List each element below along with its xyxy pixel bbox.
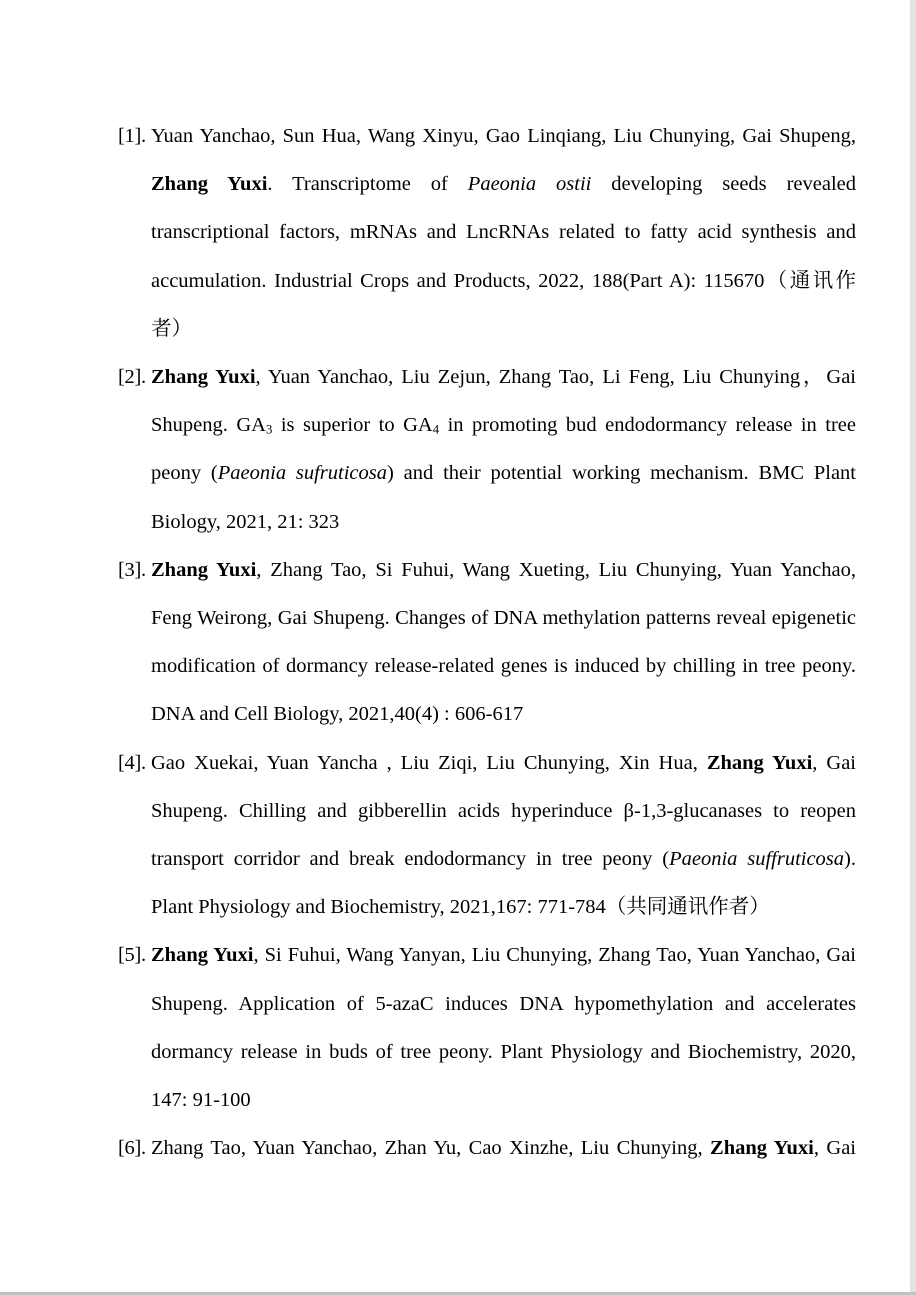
vertical-scrollbar-track[interactable] [910, 0, 916, 1295]
reference-text-segment: , Gai Shupeng. Chilling and gibberellin acids hyperinduce β-1,3-glucanases to reopen transport corridor and break endodormancy in tree peony ( [151, 751, 856, 871]
reference-item [118, 739, 856, 932]
reference-text-segment: Yuan Yanchao, Sun Hua, Wang Xinyu, Gao Linqiang, Liu Chunying, Gai Shupeng, [151, 125, 856, 147]
species-name: Paeonia ostii [467, 173, 592, 196]
reference-text-segment: in promoting bud endodormancy release in tree peony ( [151, 414, 857, 485]
reference-text [151, 931, 856, 1124]
reference-text-segment: , Yuan Yanchao, Liu Zejun, Zhang Tao, Li Feng, Liu Chunying，Gai Shupeng. GA [151, 366, 856, 437]
reference-text [151, 546, 856, 739]
reference-text-segment: Zhang Tao, Yuan Yanchao, Zhan Yu, Cao Xinzhe, Liu Chunying, [151, 1137, 711, 1160]
reference-text-segment: ) and their potential working mechanism. BMC Plant Biology, 2021, 21: 323 [151, 462, 856, 533]
reference-item [118, 353, 856, 546]
reference-number: [1]. [118, 125, 146, 147]
reference-number: [3]. [118, 558, 146, 581]
reference-text-segment: is superior to GA [272, 414, 433, 437]
subscript: 3 [265, 422, 273, 437]
highlighted-author-name: Zhang Yuxi [151, 944, 254, 967]
reference-item [118, 1124, 856, 1172]
reference-item [118, 931, 856, 1124]
reference-text [151, 353, 856, 546]
reference-number: [2]. [118, 366, 146, 389]
reference-text [151, 739, 856, 932]
reference-text-segment: Gao Xuekai, Yuan Yancha , Liu Ziqi, Liu Chunying, Xin Hua, [151, 751, 707, 774]
reference-text-segment: , Si Fuhui, Wang Yanyan, Liu Chunying, Zhang Tao, Yuan Yanchao, Gai Shupeng. Application of 5-azaC induces DNA hypomethylation and accelerates dormancy release in buds of tree peony. Plant Physiology and Biochemistry, 2020, 147: 91-100 [151, 944, 856, 1112]
reference-text [151, 112, 856, 353]
reference-text [151, 1124, 856, 1172]
highlighted-author-name: Zhang Yuxi [710, 1137, 814, 1160]
species-name: Paeonia suffruticosa [669, 848, 845, 871]
reference-text-segment: . Transcriptome of [267, 173, 468, 196]
highlighted-author-name: Zhang Yuxi [706, 751, 813, 774]
highlighted-author-name: Zhang Yuxi [151, 558, 257, 581]
reference-number: [4]. [118, 751, 146, 774]
reference-item [118, 112, 856, 353]
reference-text-segment: developing seeds revealed transcriptional factors, mRNAs and LncRNAs related to fatty acid synthesis and accumulation. Industrial Crops and Products, 2022, 188(Part A): 115670（通讯作者） [151, 173, 856, 340]
reference-item [118, 546, 856, 739]
reference-text-segment: , Gai [813, 1137, 856, 1160]
reference-text-segment: , Zhang Tao, Si Fuhui, Wang Xueting, Liu Chunying, Yuan Yanchao, Feng Weirong, Gai Shupeng. Changes of DNA methylation patterns reveal epigenetic modification of dormancy release-related genes is induced by chilling in tree peony. DNA and Cell Biology, 2021,40(4) : 606-617 [151, 558, 857, 726]
subscript: 4 [432, 422, 440, 437]
reference-number: [6]. [118, 1137, 146, 1160]
reference-text-segment: ). Plant Physiology and Biochemistry, 2021,167: 771-784（共同通讯作者） [151, 848, 856, 919]
highlighted-author-name: Zhang Yuxi [151, 173, 268, 196]
reference-number: [5]. [118, 944, 146, 967]
reference-list [118, 112, 856, 1172]
highlighted-author-name: Zhang Yuxi [151, 366, 256, 389]
species-name: Paeonia sufruticosa [217, 462, 388, 485]
